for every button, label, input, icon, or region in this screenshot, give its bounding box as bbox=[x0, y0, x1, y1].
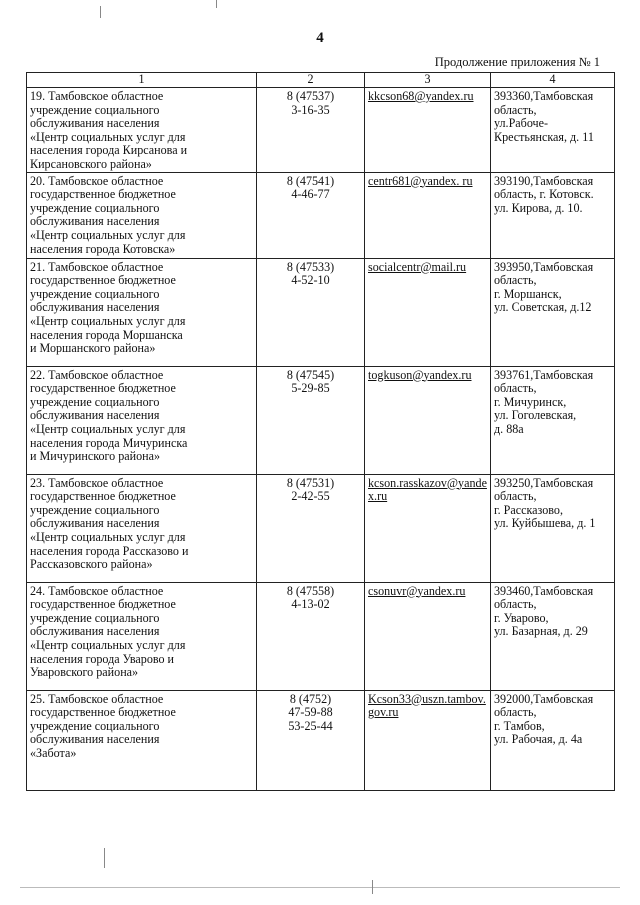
institution-name-cell bbox=[27, 474, 257, 582]
email-cell bbox=[365, 582, 491, 690]
col-header-email: 3 bbox=[365, 73, 491, 88]
name-line: обслуживания населения bbox=[30, 214, 160, 229]
address-line: г. Тамбов, bbox=[494, 718, 545, 733]
address-line: г. Мичуринск, bbox=[494, 394, 567, 409]
address-line: 393250,Тамбовская bbox=[494, 475, 594, 490]
email-link[interactable]: socialcentr@mail.ru bbox=[368, 259, 467, 274]
name-line: 21. Тамбовское областное bbox=[30, 259, 164, 274]
email-cell bbox=[365, 88, 491, 173]
table-row bbox=[27, 172, 615, 258]
phone-line: 8 (47558) bbox=[286, 583, 335, 598]
email-link[interactable]: kkcson68@yandex.ru bbox=[368, 89, 474, 103]
name-line: учреждение социального bbox=[30, 394, 160, 409]
phone-cell bbox=[257, 88, 365, 173]
address-line: г. Рассказово, bbox=[494, 502, 563, 517]
email-link[interactable]: csonuvr@yandex.ru bbox=[368, 583, 466, 598]
address-line: область, bbox=[494, 597, 537, 612]
phone-cell bbox=[257, 474, 365, 582]
name-line: учреждение социального bbox=[30, 718, 160, 733]
col-header-address: 4 bbox=[491, 73, 615, 88]
name-line: 22. Тамбовское областное bbox=[30, 367, 164, 382]
name-line: населения города Моршанска bbox=[30, 327, 183, 342]
address-line: ул. Рабочая, д. 4а bbox=[494, 732, 583, 747]
name-line: обслуживания населения bbox=[30, 116, 160, 131]
address-line: ул. Куйбышева, д. 1 bbox=[494, 516, 596, 531]
name-line: обслуживания населения bbox=[30, 516, 160, 531]
name-line: Рассказовского района» bbox=[30, 557, 153, 572]
phone-line: 8 (47545) bbox=[286, 367, 335, 382]
institution-name-cell bbox=[27, 258, 257, 366]
scan-mark-bottom-line bbox=[20, 887, 620, 888]
phone-line: 4-13-02 bbox=[291, 597, 330, 612]
phone-line: 53-25-44 bbox=[288, 718, 333, 733]
institution-name-cell bbox=[27, 582, 257, 690]
name-line: 19. Тамбовское областное bbox=[30, 89, 164, 103]
address-line: ул. Советская, д.12 bbox=[494, 300, 592, 315]
email-link[interactable]: Kcson33@uszn.tambov.gov.ru bbox=[368, 691, 486, 720]
address-line: д. 88а bbox=[494, 421, 524, 436]
phone-line: 8 (47533) bbox=[286, 259, 335, 274]
address-cell bbox=[491, 88, 615, 173]
table-row bbox=[27, 582, 615, 690]
phone-line: 2-42-55 bbox=[291, 489, 330, 504]
address-line: область, г. Котовск. bbox=[494, 187, 594, 202]
address-line: 393360,Тамбовская bbox=[494, 89, 594, 103]
address-line: область, bbox=[494, 489, 537, 504]
name-line: обслуживания населения bbox=[30, 624, 160, 639]
address-line: область, bbox=[494, 705, 537, 720]
name-line: 23. Тамбовское областное bbox=[30, 475, 164, 490]
email-cell bbox=[365, 690, 491, 790]
phone-line: 8 (4752) bbox=[289, 691, 332, 706]
phone-line: 8 (47537) bbox=[286, 89, 335, 103]
name-line: государственное бюджетное bbox=[30, 187, 176, 202]
scan-mark-bottom-tick bbox=[372, 880, 373, 894]
name-line: государственное бюджетное bbox=[30, 273, 176, 288]
address-line: 393460,Тамбовская bbox=[494, 583, 594, 598]
email-link[interactable]: togkuson@yandex.ru bbox=[368, 367, 472, 382]
address-line: г. Моршанск, bbox=[494, 286, 562, 301]
name-line: Кирсановского района» bbox=[30, 156, 152, 171]
phone-cell bbox=[257, 172, 365, 258]
address-line: ул. Базарная, д. 29 bbox=[494, 624, 588, 639]
address-line: 392000,Тамбовская bbox=[494, 691, 594, 706]
phone-line: 4-46-77 bbox=[291, 187, 330, 202]
page-number: 4 bbox=[316, 30, 324, 46]
phone-line: 4-52-10 bbox=[291, 273, 330, 288]
table-row bbox=[27, 690, 615, 790]
name-line: «Центр социальных услуг для bbox=[30, 421, 186, 436]
address-line: 393761,Тамбовская bbox=[494, 367, 594, 382]
name-line: государственное бюджетное bbox=[30, 489, 176, 504]
phone-cell bbox=[257, 258, 365, 366]
table-row bbox=[27, 474, 615, 582]
name-line: государственное бюджетное bbox=[30, 705, 176, 720]
email-cell bbox=[365, 172, 491, 258]
phone-line: 5-29-85 bbox=[291, 381, 330, 396]
phone-line: 47-59-88 bbox=[288, 705, 333, 720]
address-cell bbox=[491, 582, 615, 690]
continuation-note: Продолжение приложения № 1 bbox=[434, 55, 600, 69]
phone-line: 8 (47531) bbox=[286, 475, 335, 490]
name-line: и Мичуринского района» bbox=[30, 449, 161, 464]
address-line: область, bbox=[494, 381, 537, 396]
table-row bbox=[27, 88, 615, 173]
name-line: «Центр социальных услуг для bbox=[30, 227, 186, 242]
name-line: обслуживания населения bbox=[30, 732, 160, 747]
address-line: ул. Кирова, д. 10. bbox=[494, 200, 583, 215]
name-line: Уваровского района» bbox=[30, 665, 139, 680]
table-row bbox=[27, 366, 615, 474]
email-cell bbox=[365, 258, 491, 366]
address-cell bbox=[491, 690, 615, 790]
address-line: Крестьянская, д. 11 bbox=[494, 129, 594, 144]
name-line: обслуживания населения bbox=[30, 300, 160, 315]
name-line: «Забота» bbox=[30, 745, 77, 760]
name-line: населения города Котовска» bbox=[30, 241, 176, 256]
name-line: 20. Тамбовское областное bbox=[30, 173, 164, 188]
institution-name-cell bbox=[27, 366, 257, 474]
name-line: населения города Кирсанова и bbox=[30, 143, 188, 158]
name-line: государственное бюджетное bbox=[30, 597, 176, 612]
address-line: область, bbox=[494, 273, 537, 288]
name-line: и Моршанского района» bbox=[30, 341, 156, 356]
name-line: «Центр социальных услуг для bbox=[30, 129, 186, 144]
address-cell bbox=[491, 258, 615, 366]
name-line: населения города Рассказово и bbox=[30, 543, 189, 558]
phone-line: 8 (47541) bbox=[286, 173, 335, 188]
name-line: учреждение социального bbox=[30, 102, 160, 117]
email-link[interactable]: centr681@yandex. ru bbox=[368, 173, 473, 188]
address-line: область, bbox=[494, 102, 537, 117]
name-line: населения города Мичуринска bbox=[30, 435, 188, 450]
name-line: «Центр социальных услуг для bbox=[30, 637, 186, 652]
scan-mark-top-right bbox=[216, 0, 217, 8]
name-line: населения города Уварово и bbox=[30, 651, 175, 666]
name-line: «Центр социальных услуг для bbox=[30, 313, 186, 328]
email-cell bbox=[365, 474, 491, 582]
name-line: «Центр социальных услуг для bbox=[30, 529, 186, 544]
name-line: учреждение социального bbox=[30, 286, 160, 301]
institutions-table bbox=[26, 72, 615, 791]
address-cell bbox=[491, 172, 615, 258]
header-row bbox=[27, 73, 615, 88]
scan-mark-mid bbox=[104, 848, 105, 868]
name-line: учреждение социального bbox=[30, 610, 160, 625]
phone-cell bbox=[257, 582, 365, 690]
institution-name-cell bbox=[27, 172, 257, 258]
scan-mark-top bbox=[100, 6, 101, 18]
name-line: 24. Тамбовское областное bbox=[30, 583, 164, 598]
address-line: 393950,Тамбовская bbox=[494, 259, 594, 274]
address-line: ул.Рабоче- bbox=[494, 116, 549, 131]
address-line: ул. Гоголевская, bbox=[494, 408, 577, 423]
institution-name-cell bbox=[27, 88, 257, 173]
phone-line: 3-16-35 bbox=[291, 102, 330, 117]
address-line: 393190,Тамбовская bbox=[494, 173, 594, 188]
name-line: учреждение социального bbox=[30, 502, 160, 517]
phone-cell bbox=[257, 366, 365, 474]
col-header-phone: 2 bbox=[257, 73, 365, 88]
name-line: обслуживания населения bbox=[30, 408, 160, 423]
address-cell bbox=[491, 366, 615, 474]
col-header-name: 1 bbox=[27, 73, 257, 88]
email-link[interactable]: kcson.rasskazov@yandex.ru bbox=[368, 475, 487, 504]
address-line: г. Уварово, bbox=[494, 610, 549, 625]
name-line: 25. Тамбовское областное bbox=[30, 691, 164, 706]
address-cell bbox=[491, 474, 615, 582]
institution-name-cell bbox=[27, 690, 257, 790]
table-row bbox=[27, 258, 615, 366]
name-line: государственное бюджетное bbox=[30, 381, 176, 396]
name-line: учреждение социального bbox=[30, 200, 160, 215]
email-cell bbox=[365, 366, 491, 474]
phone-cell bbox=[257, 690, 365, 790]
